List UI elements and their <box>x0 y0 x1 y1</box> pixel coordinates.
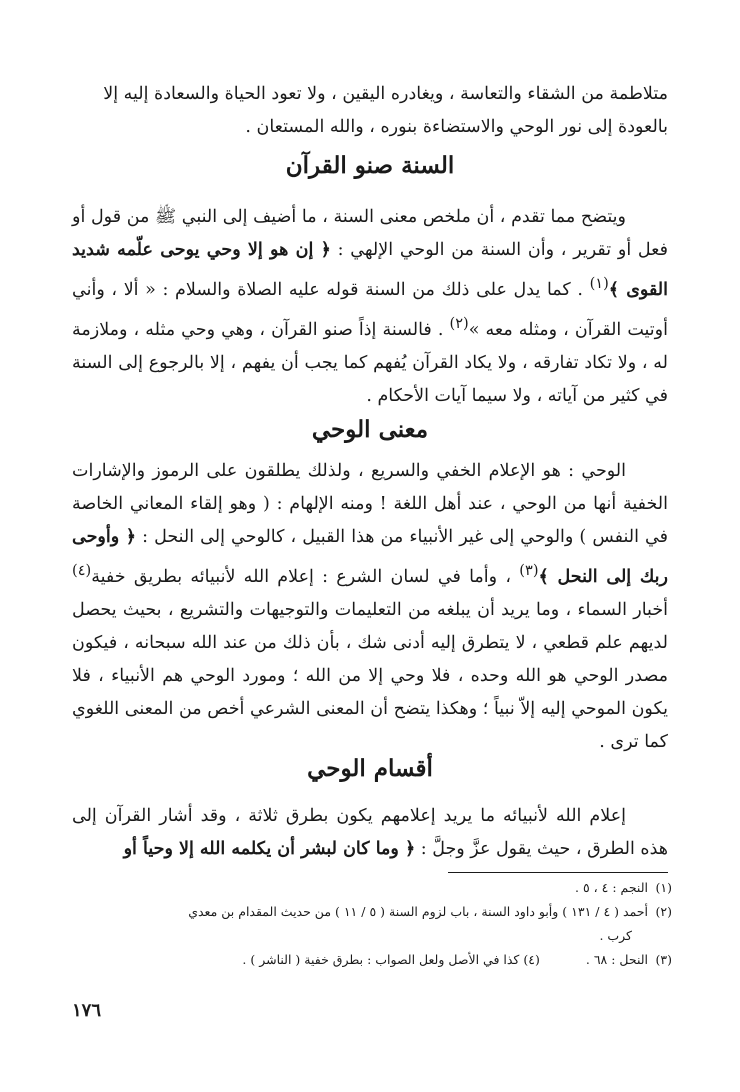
types-text-1: إعلام الله لأنبيائه ما يريد إعلامهم يكون بطرق ثلاثة ، وقد أشار القرآن إلى هذه الطرق ، حيث يقول عزَّ وجلَّ : <box>72 806 668 859</box>
heading-meaning-revelation: معنى الوحي <box>311 416 429 443</box>
revelation-text-3: أخبار السماء ، وما يريد أن يبلغه من التعليمات والتوجيهات والتشريع ، بحيث يحصل لديهم علم قطعي ، لا يتطرق إليه أدنى شك ، بأن ذلك من عند الله سبحانه ، فيكون مصدر الوحي هو الله وحده ، فلا وحي إلا من الله ؛ ومورد الوحي هم الأنبياء ، فلا يكون الموحي إليه إلاّ نبياً ؛ وهكذا يتضح أن المعنى الشرعي أخص من المعنى اللغوي كما ترى . <box>72 599 668 752</box>
intro-line-1: متلاطمة من الشقاء والتعاسة ، ويغادره اليقين ، ولا تعود الحياة والسعادة إليه إلا <box>103 84 668 104</box>
footnote-2-continuation: كرب . <box>599 928 632 943</box>
revelation-text-2: ، وأما في لسان الشرع : إعلام الله لأنبيائه بطريق خفية <box>91 566 520 587</box>
footnote-4-text: كذا في الأصل ولعل الصواب : بطرق خفية ( الناشر ) . <box>242 952 520 967</box>
footnote-3-4 <box>72 948 672 972</box>
intro-line-2: بالعودة إلى نور الوحي والاستضاءة بنوره ، والله المستعان . <box>245 117 668 137</box>
footnote-1-text: النجم : ٤ ، ٥ . <box>575 880 648 895</box>
types-verse: ﴿ وما كان لبشر أن يكلمه الله إلا وحياً أو <box>123 839 416 859</box>
revelation-text-1: الوحي : هو الإعلام الخفي والسريع ، ولذلك يطلقون على الرموز والإشارات الخفية أنها من الوحي ، عند أهل اللغة ! ومنه الإلهام : ( وهو إلقاء المعاني الخاصة في النفس ) والوحي إلى غير الأنبياء من هذا القبيل ، كالوحي إلى النحل : <box>72 461 668 547</box>
sunnah-paragraph <box>72 201 668 413</box>
footnote-2-number: (٢) <box>655 904 672 919</box>
sunnah-text-1: ويتضح مما تقدم ، أن ملخص معنى السنة ، ما أضيف إلى النبي ﷺ من قول أو فعل أو تقرير ، وأن السنة من الوحي الإلهي : <box>72 207 668 260</box>
footnote-ref-2: (٢) <box>449 314 469 332</box>
footnote-1 <box>72 876 672 900</box>
footnote-3-number: (٣) <box>655 952 672 967</box>
footnote-divider <box>448 872 668 873</box>
footnote-ref-1: (١) <box>589 275 609 292</box>
footnote-1-number: (١) <box>655 880 672 895</box>
footnote-3-text: النحل : ٦٨ . <box>585 952 648 967</box>
revelation-paragraph <box>72 455 668 759</box>
footnote-2 <box>72 900 672 924</box>
sunnah-text-3: . فالسنة إذاً صنو القرآن ، وهي وحي مثله ، وملازمة له ، ولا تكاد تفارقه ، ولا يكاد القرآن يُفهم كما يجب أن يفهم ، إلا بالرجوع إلى السنة في كثير من آياته ، ولا سيما آيات الأحكام . <box>72 319 668 406</box>
revelation-verse: ﴿ وأوحى ربك إلى النحل ﴾ <box>72 527 669 587</box>
sunnah-text-2: . كما يدل على ذلك من السنة قوله عليه الصلاة والسلام : « ألا ، وأني أوتيت القرآن ، ومثله معه » <box>72 279 668 340</box>
footnote-2-text: أحمد ( ٤ / ١٣١ ) وأبو داود السنة ، باب لزوم السنة ( ٥ / ١١ ) من حديث المقدام بن معدي <box>188 904 648 919</box>
heading-sunnah-quran: السنة صنو القرآن <box>285 152 455 179</box>
intro-paragraph <box>72 78 668 144</box>
footnote-ref-3: (٣) <box>519 562 539 579</box>
page-number: ١٧٦ <box>72 1000 102 1021</box>
sunnah-verse: ﴿ إن هو إلا وحي يوحى علّمه شديد القوى ﴾ <box>72 240 669 300</box>
footnote-4-number: (٤) <box>523 952 540 967</box>
footnote-ref-4: (٤) <box>72 562 92 579</box>
footnotes <box>72 876 672 972</box>
types-paragraph <box>72 800 668 866</box>
heading-types-revelation: أقسام الوحي <box>307 755 433 782</box>
